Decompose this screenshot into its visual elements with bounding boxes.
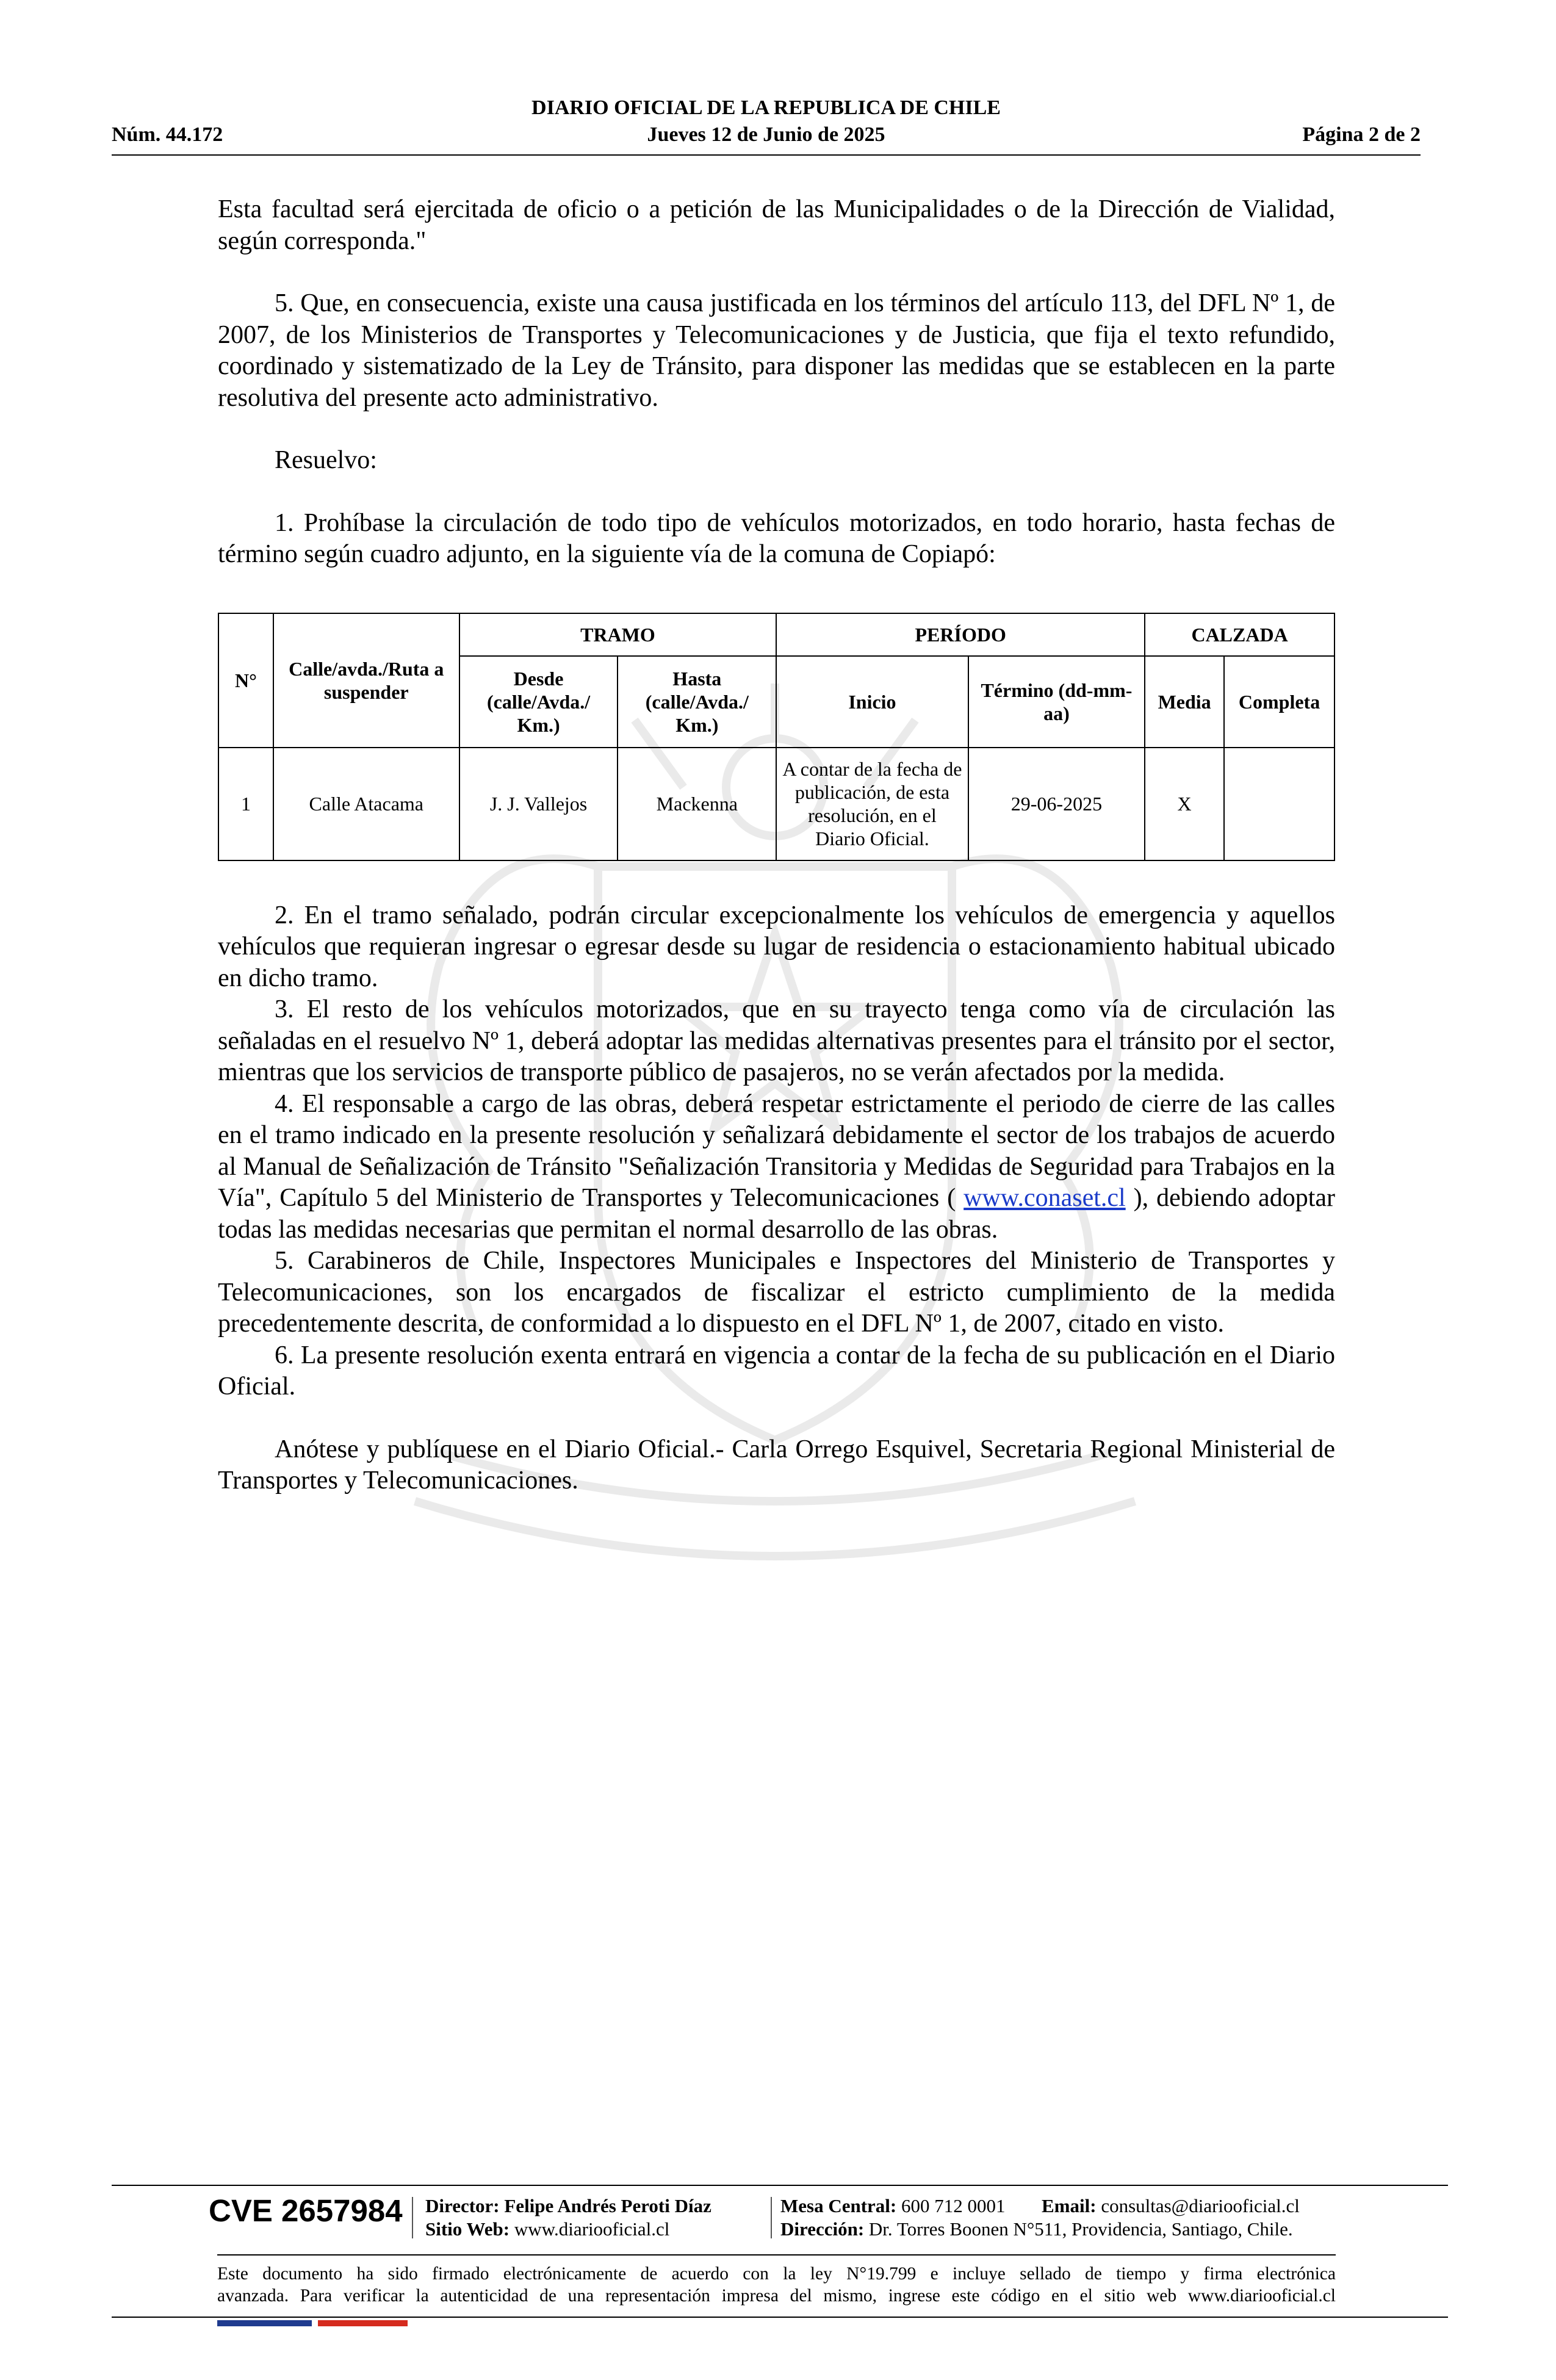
cell-termino: 29-06-2025: [968, 748, 1145, 860]
resuelvo-heading: Resuelvo:: [275, 446, 377, 474]
footer-separator: [771, 2197, 772, 2238]
col-header-calzada: CALZADA: [1145, 613, 1334, 656]
website-value: www.diariooficial.cl: [514, 2218, 670, 2240]
paragraph-continuation: Esta facultad será ejercitada de oficio o a petición de las Municipalidades o de la Dirección de Vialidad, según corresponda.": [218, 195, 1335, 255]
footer-direccion: [780, 2218, 1293, 2241]
paragraph-resuelvo-4-text-b: ), debiendo adoptar todas las medidas necesarias que permitan el normal desarrollo de las obras.: [218, 1184, 1335, 1244]
paragraph-considerando-5: 5. Que, en consecuencia, existe una causa justificada en los términos del artículo 113, del DFL Nº 1, de 2007, de los Ministerios de Transportes y Telecomunicaciones y de Justicia, que fija el texto refundido, coordinado y sistematizado de la Ley de Tránsito, para disponer las medidas que se establecen en la parte resolutiva del presente acto administrativo.: [218, 289, 1335, 412]
issue-number: Núm. 44.172: [112, 123, 223, 146]
col-header-termino: Término (dd-mm-aa): [968, 656, 1145, 748]
table-row: [218, 748, 1334, 860]
col-header-tramo: TRAMO: [459, 613, 777, 656]
legal-note-line-2: avanzada. Para verificar la autenticidad de una representación impresa del mismo, ingrese este código en el sitio web www.diariooficial.cl: [217, 2286, 1336, 2306]
issue-date: Jueves 12 de Junio de 2025: [647, 123, 885, 146]
cell-inicio: A contar de la fecha de publicación, de esta resolución, en el Diario Oficial.: [776, 748, 968, 860]
footer-legal-note: [217, 2263, 1336, 2307]
website-label: Sitio Web:: [425, 2218, 510, 2240]
page-header: [112, 93, 1421, 154]
col-header-periodo: PERÍODO: [776, 613, 1145, 656]
cve-code: CVE 2657984: [209, 2193, 403, 2228]
conaset-link[interactable]: www.conaset.cl: [963, 1184, 1126, 1212]
document-body: [218, 194, 1335, 1497]
flag-white-segment: [312, 2320, 318, 2326]
paragraph-resuelvo-6: 6. La presente resolución exenta entrará en vigencia a contar de la fecha de su publicación en el Diario Oficial.: [218, 1341, 1335, 1401]
page-indicator: Página 2 de 2: [1302, 123, 1421, 146]
direccion-label: Dirección:: [780, 2218, 865, 2240]
paragraph-resuelvo-4-text-a: 4. El responsable a cargo de las obras, deberá respetar estrictamente el periodo de cierre de las calles en el tramo indicado en la presente resolución y señalizará debidamente el sector de los trabajos de acuerdo al Manual de Señalización de Tránsito "Señalización Transitoria y Medidas de Seguridad para Trabajos en la Vía", Capítulo 5 del Ministerio de Transportes y Telecomunicaciones (: [218, 1089, 1335, 1212]
cell-completa: [1224, 748, 1334, 860]
email-value: consultas@diariooficial.cl: [1101, 2195, 1300, 2216]
footer-mesa-central: [780, 2194, 1006, 2218]
footer-top-rule: [112, 2185, 1448, 2186]
paragraph-resuelvo-5: 5. Carabineros de Chile, Inspectores Municipales e Inspectores del Ministerio de Transportes y Telecomunicaciones, son los encargados de fiscalizar el estricto cumplimiento de la medida precedentemente descrita, de conformidad a lo dispuesto en el DFL Nº 1, de 2007, citado en visto.: [218, 1247, 1335, 1338]
email-label: Email:: [1042, 2195, 1097, 2216]
cell-hasta: Mackenna: [618, 748, 776, 860]
signature-paragraph: Anótese y publíquese en el Diario Oficial.- Carla Orrego Esquivel, Secretaria Regional Ministerial de Transportes y Telecomunicaciones.: [218, 1435, 1335, 1495]
footer-middle-rule: [217, 2254, 1336, 2256]
flag-red-segment: [318, 2320, 408, 2326]
footer-website: [425, 2218, 669, 2241]
paragraph-resuelvo-1: 1. Prohíbase la circulación de todo tipo de vehículos motorizados, en todo horario, hasta fechas de término según cuadro adjunto, en la siguiente vía de la comuna de Copiapó:: [218, 508, 1335, 568]
footer-email: [1042, 2194, 1300, 2218]
footer-separator: [412, 2197, 413, 2238]
closure-table: [218, 613, 1335, 861]
mesa-value: 600 712 0001: [901, 2195, 1006, 2216]
col-header-media: Media: [1145, 656, 1224, 748]
header-rule: [112, 154, 1421, 156]
col-header-completa: Completa: [1224, 656, 1334, 748]
col-header-hasta: Hasta (calle/Avda./ Km.): [618, 656, 776, 748]
footer-director: [425, 2194, 711, 2218]
director-name: Felipe Andrés Peroti Díaz: [504, 2195, 711, 2216]
cell-calle: Calle Atacama: [273, 748, 459, 860]
col-header-desde: Desde (calle/Avda./ Km.): [459, 656, 618, 748]
legal-note-line-1: Este documento ha sido firmado electrónicamente de acuerdo con la ley N°19.799 e incluye sellado de tiempo y firma electrónica: [217, 2264, 1336, 2284]
director-label: Director:: [425, 2195, 500, 2216]
direccion-value: Dr. Torres Boonen N°511, Providencia, Santiago, Chile.: [868, 2218, 1293, 2240]
newspaper-title: DIARIO OFICIAL DE LA REPUBLICA DE CHILE: [531, 96, 1001, 119]
col-header-calle: Calle/avda./Ruta a suspender: [273, 613, 459, 748]
paragraph-resuelvo-4: [218, 1089, 1335, 1246]
flag-blue-segment: [217, 2320, 312, 2326]
cell-desde: J. J. Vallejos: [459, 748, 618, 860]
paragraph-resuelvo-2: 2. En el tramo señalado, podrán circular excepcionalmente los vehículos de emergencia y aquellos vehículos que requieran ingresar o egresar desde su lugar de residencia o estacionamiento habitual ubicado en dicho tramo.: [218, 901, 1335, 992]
paragraph-resuelvo-3: 3. El resto de los vehículos motorizados, que en su trayecto tenga como vía de circulación las señaladas en el resuelvo Nº 1, deberá adoptar las medidas alternativas presentes para el tránsito por el sector, mientras que los servicios de transporte público de pasajeros, no se verán afectados por la medida.: [218, 995, 1335, 1086]
col-header-inicio: Inicio: [776, 656, 968, 748]
cell-number: 1: [218, 748, 273, 860]
footer-bottom-rule: [112, 2317, 1448, 2318]
col-header-number: N°: [218, 613, 273, 748]
cell-media: X: [1145, 748, 1224, 860]
chile-tricolor-bar: [217, 2320, 408, 2326]
mesa-label: Mesa Central:: [780, 2195, 897, 2216]
